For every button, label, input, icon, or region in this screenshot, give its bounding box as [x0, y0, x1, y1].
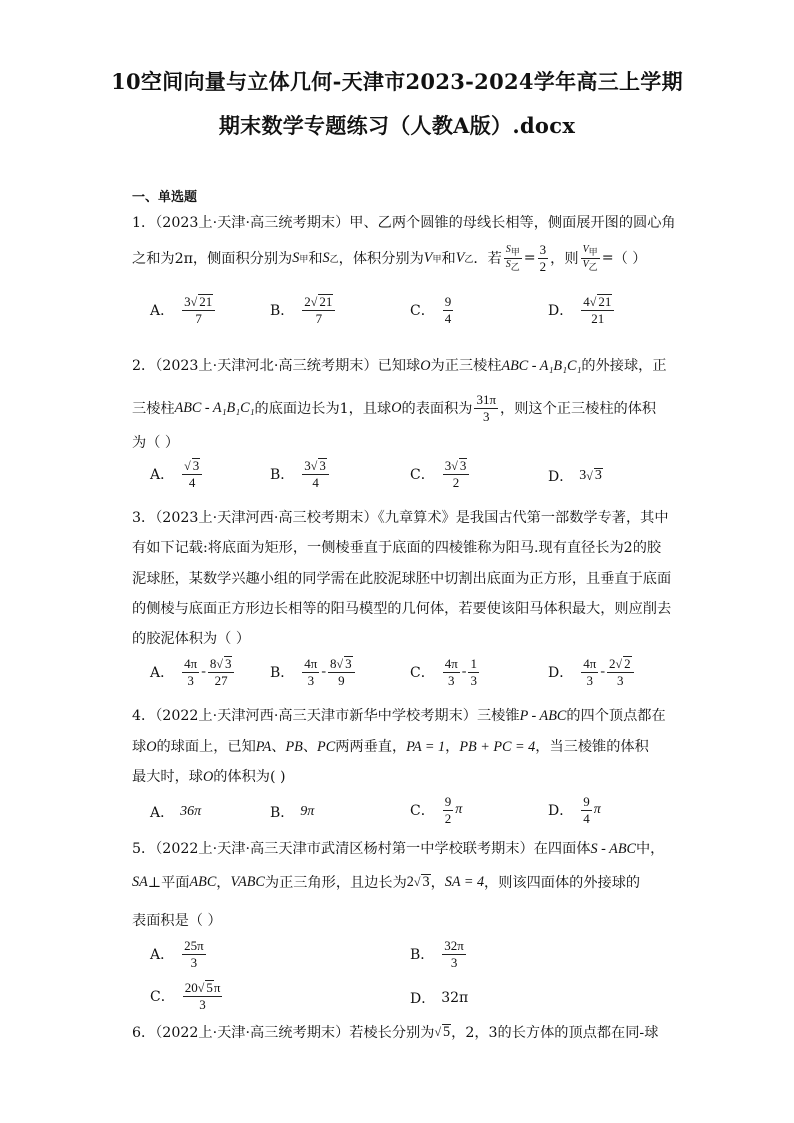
- q1-option-d[interactable]: D． $\frac{4√ 21}{21}$: [548, 294, 616, 326]
- q3-line-1: 3．（2023上·天津河西·高三校考期末）《九章算术》是我国古代第一部数学专著，其中: [132, 510, 669, 526]
- q2-line-1: 2．（2023上·天津河北·高三统考期末）已知球O为正三棱柱ABC - A₁B₁C₁的外接球，正: [132, 358, 667, 374]
- q5-option-c[interactable]: C． $\frac{20√ 5\pi}{3}$: [150, 980, 221, 1012]
- section-heading: 一、单选题: [132, 190, 198, 205]
- q5-option-d[interactable]: D． 32π: [410, 990, 469, 1007]
- q3-option-b[interactable]: B． $\frac{4\pi}{3}$ - $\frac{8√ 3}{9}$: [270, 656, 357, 688]
- q5-option-b[interactable]: B． $\frac{32\pi}{3}$: [410, 938, 464, 970]
- q3-line-2: 有如下记载:将底面为矩形，一侧棱垂直于底面的四棱锥称为阳马.现有直径长为2的胶: [132, 540, 662, 556]
- q1-line-2: 之和为2π，侧面积分别为 S 甲 和 S 乙 ，体积分别为 V 甲 和 V 乙 ．若 $\frac{\text{S甲}}{\text{S乙}}$ = $\frac{3}{2}$ ，则 $\frac{\text{V甲}}{\text{V乙}}$ = （ ）: [132, 242, 647, 274]
- q5-line-3: 表面积是（ ）: [132, 913, 222, 929]
- q4-option-b[interactable]: B． 9π: [270, 804, 315, 821]
- document-title-line-2: 期末数学专题练习（人教A版）.docx: [218, 113, 576, 138]
- q1-option-a[interactable]: A． $\frac{3√ 21}{7}$: [150, 294, 217, 326]
- q5-option-a[interactable]: A． $\frac{25\pi}{3}$: [150, 938, 204, 970]
- q2-option-b[interactable]: B． $\frac{3√ 3}{4}$: [270, 458, 331, 490]
- q2-line-3: 为（ ）: [132, 435, 180, 451]
- q3-line-4: 的侧棱与底面正方形边长相等的阳马模型的几何体，若要使该阳马体积最大，则应削去: [132, 601, 672, 617]
- q6-line-1: 6．（2022上·天津·高三统考期末）若棱长分别为 √ 5 ，2，3的长方体的顶点都在同-球: [132, 1024, 659, 1041]
- q3-line-5: 的胶泥体积为（ ）: [132, 631, 251, 647]
- q4-option-d[interactable]: D． $\frac{9}{4}$ π: [548, 794, 601, 826]
- q3-option-a[interactable]: A． $\frac{4\pi}{3}$ - $\frac{8√ 3}{27}$: [150, 656, 236, 688]
- q1-ratio-s: $\frac{\text{S甲}}{\text{S乙}}$: [505, 243, 520, 272]
- q2-option-c[interactable]: C． $\frac{3√ 3}{2}$: [410, 458, 471, 490]
- q1-option-b[interactable]: B． $\frac{2√ 21}{7}$: [270, 294, 337, 326]
- q4-option-a[interactable]: A． 36π: [150, 804, 202, 821]
- q2-line-2: 三棱柱 ABC - A₁B₁C₁ 的底面边长为1，且球 O 的表面积为 $\frac{31\pi}{3}$ ，则这个正三棱柱的体积: [132, 392, 657, 424]
- q3-line-3: 泥球胚，某数学兴趣小组的同学需在此胶泥球胚中切割出底面为正方形，且垂直于底面: [132, 571, 672, 587]
- q1-ratio-v: $\frac{\text{V甲}}{\text{V乙}}$: [582, 243, 598, 272]
- q5-line-2: SA ⊥平面 ABC ， VABC 为正三角形，且边长为 2 √ 3 ， SA = 4 ，则该四面体的外接球的: [132, 873, 641, 891]
- q1-option-c[interactable]: C． $\frac{9}{4}$: [410, 294, 452, 326]
- q1-line-1: 1．（2023上·天津·高三统考期末）甲、乙两个圆锥的母线长相等，侧面展开图的圆心角: [132, 215, 676, 231]
- q4-line-2: 球O的球面上，已知PA、PB、PC两两垂直，PA = 1，PB + PC = 4，当三棱锥的体积: [132, 739, 649, 755]
- q1-ratio-value: $\frac{3}{2}$: [539, 242, 547, 274]
- q5-line-1: 5．（2022上·天津·高三天津市武清区杨村第一中学校联考期末）在四面体S - ABC中，: [132, 841, 665, 857]
- q2-option-d[interactable]: D． 3 √ 3: [548, 468, 602, 485]
- q4-line-3: 最大时，球O的体积为( ): [132, 769, 286, 785]
- q3-option-c[interactable]: C． $\frac{4\pi}{3}$ - $\frac{1}{3}$: [410, 656, 477, 688]
- document-title-line-1: 10空间向量与立体几何-天津市2023-2024学年高三上学期: [111, 69, 683, 94]
- q4-line-1: 4．（2022上·天津河西·高三天津市新华中学校考期末）三棱锥P - ABC的四个顶点都在: [132, 708, 666, 724]
- q4-option-c[interactable]: C． $\frac{9}{2}$ π: [410, 794, 463, 826]
- q3-option-d[interactable]: D． $\frac{4\pi}{3}$ - $\frac{2√ 2}{3}$: [548, 656, 636, 688]
- q2-option-a[interactable]: A． $\frac{√ 3}{4}$: [150, 458, 204, 490]
